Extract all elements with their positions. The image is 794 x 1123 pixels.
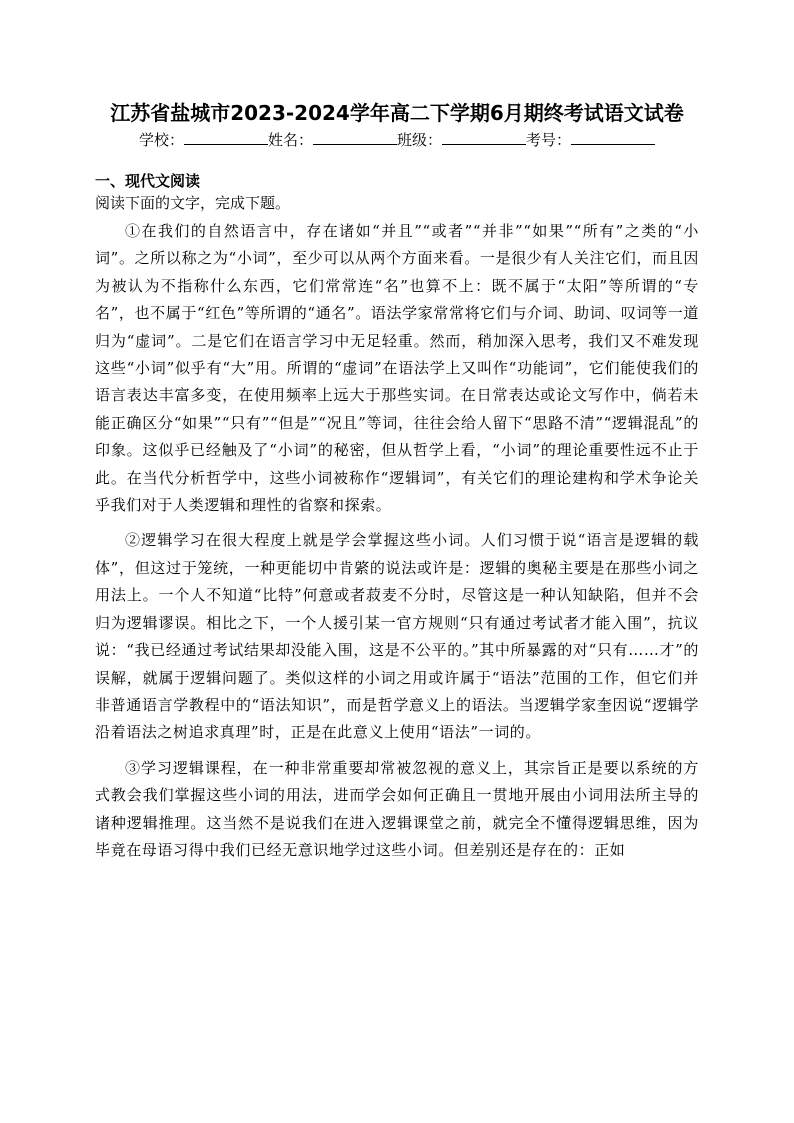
info-label-exam-number: 考号： [526, 131, 572, 149]
info-label-school: 学校： [138, 131, 184, 149]
paragraph-2: ②逻辑学习在很大程度上就是学会掌握这些小词。人们习惯于说“语言是逻辑的载体”，但这过于笼统，一种更能切中肯綮的说法或许是：逻辑的奥秘主要是在那些小词之用法上。一个人不知道“比特”何意或者菽麦不分时，尽管这是一种认知缺陷，但并不会归为逻辑谬误。相比之下，一个人援引某一官方规则“只有通过考试者才能入围”，抗议说：“我已经通过考试结果却没能入围，这是不公平的。”其中所暴露的对“只有……才”的误解，就属于逻辑问题了。类似这样的小词之用或许属于“语法”范围的工作，但它们并非普通语言学教程中的“语法知识”，而是哲学意义上的语法。当逻辑学家奎因说“逻辑学沿着语法之树追求真理”时，正是在此意义上使用“语法”一词的。 [95, 531, 699, 742]
reading-instruction: 阅读下面的文字，完成下题。 [95, 194, 291, 212]
exam-title: 江苏省盐城市2023-2024学年高二下学期6月期终考试语文试卷 [110, 101, 684, 125]
exam-number-blank [571, 130, 655, 145]
info-field-exam-number [526, 128, 655, 152]
student-info-line [95, 128, 699, 152]
section-heading: 一、现代文阅读 [95, 172, 201, 190]
info-label-class: 班级： [397, 131, 443, 149]
name-blank [313, 130, 397, 145]
school-blank [184, 130, 268, 145]
paragraph-1: ①在我们的自然语言中，存在诸如“并且”“或者”“并非”“如果”“所有”之类的“小词”。之所以称之为“小词”，至少可以从两个方面来看。一是很少有人关注它们，而且因为被认为不指称什么东西，它们常常连“名”也算不上：既不属于“太阳”等所谓的“专名”，也不属于“红色”等所谓的“通名”。语法学家常常将它们与介词、助词、叹词等一道归为“虚词”。二是它们在语言学习中无足轻重。然而，稍加深入思考，我们又不难发现这些“小词”似乎有“大”用。所谓的“虚词”在语法学上又叫作“功能词”，它们能使我们的语言表达丰富多变，在使用频率上远大于那些实词。在日常表达或论文写作中，倘若未能正确区分“如果”“只有”“但是”“况且”等词，往往会给人留下“思路不清”“逻辑混乱”的印象。这似乎已经触及了“小词”的秘密，但从哲学上看，“小词”的理论重要性远不止于此。在当代分析哲学中，这些小词被称作“逻辑词”，有关它们的理论建构和学术争论关乎我们对于人类逻辑和理性的省察和探索。 [95, 222, 699, 515]
info-label-name: 姓名： [267, 131, 313, 149]
exam-page [95, 98, 699, 864]
info-field-class [397, 128, 526, 152]
info-field-school [139, 128, 268, 152]
paragraph-3: ③学习逻辑课程，在一种非常重要却常被忽视的意义上，其宗旨正是要以系统的方式教会我们掌握这些小词的用法，进而学会如何正确且一贯地开展由小词用法所主导的诸种逻辑推理。这当然不是说我们在进入逻辑课堂之前，就完全不懂得逻辑思维，因为毕竟在母语习得中我们已经无意识地学过这些小词。但差别还是存在的：正如 [95, 758, 699, 859]
info-field-name [268, 128, 397, 152]
class-blank [442, 130, 526, 145]
